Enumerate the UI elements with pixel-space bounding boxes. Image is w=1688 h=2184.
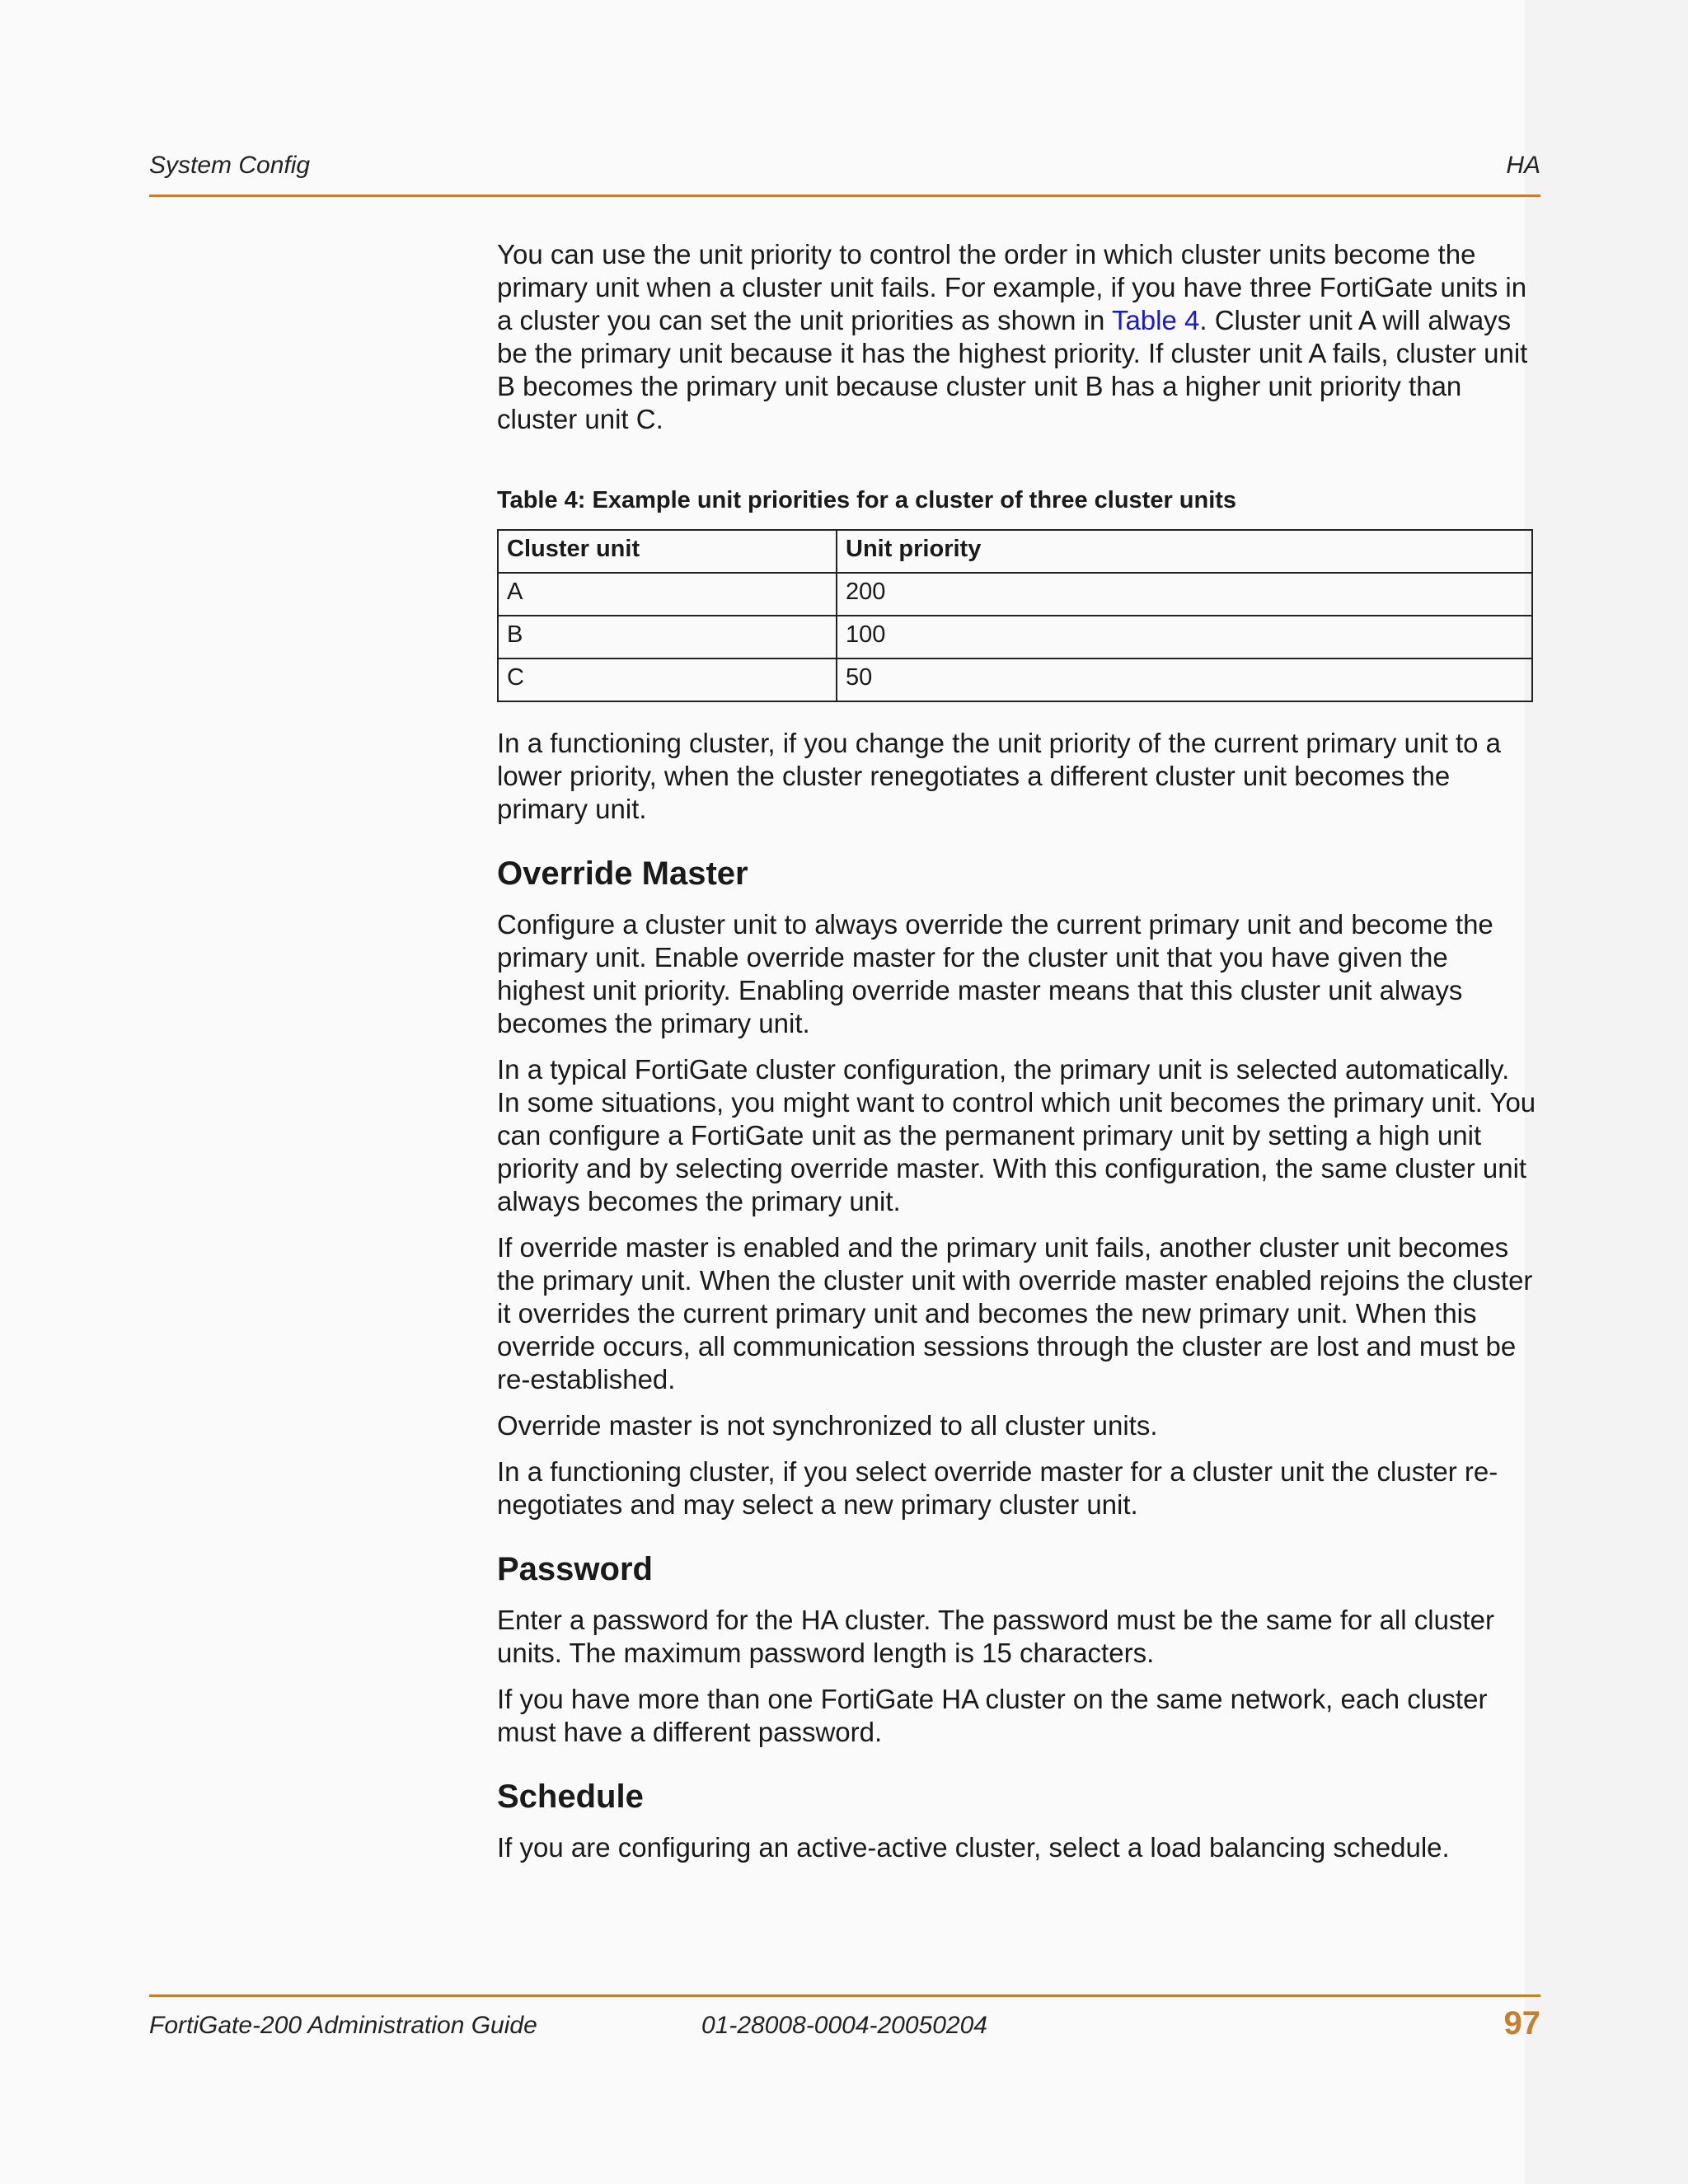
table-cell: C	[498, 658, 837, 701]
table-row	[498, 573, 1532, 616]
header-chapter-title: HA	[1506, 152, 1540, 179]
page-header	[149, 150, 1540, 197]
table-4-link[interactable]: Table 4	[1111, 305, 1200, 335]
override-paragraph: In a functioning cluster, if you select override master for a cluster unit the cluster re-negotiates and may select a new primary cluster unit.	[497, 1456, 1498, 1520]
header-section-title: System Config	[149, 152, 311, 179]
table-cell: 100	[837, 616, 1532, 658]
override-paragraph: In a typical FortiGate cluster configuration, the primary unit is selected automatically. In some situations, you might want to control which unit becomes the primary unit. You can configure a FortiGate unit as the permanent primary unit by setting a high unit priority and by selecting override master. With this configuration, the same cluster unit always becomes the primary unit.	[497, 1054, 1536, 1216]
override-paragraph: Override master is not synchronized to all cluster units.	[497, 1410, 1158, 1441]
override-master-heading: Override Master	[497, 855, 748, 892]
footer-document-number: 01-28008-0004-20050204	[701, 2012, 987, 2039]
password-paragraph: If you have more than one FortiGate HA cluster on the same network, each cluster must have a different password.	[497, 1684, 1488, 1747]
table-cell: A	[498, 573, 837, 616]
after-table-paragraph: In a functioning cluster, if you change the unit priority of the current primary unit to a lower priority, when the cluster renegotiates a different cluster unit becomes the primary unit.	[497, 728, 1501, 824]
intro-text-1: You can use the unit priority to control the order in which cluster units become the primary unit when a cluster unit fails. For example, if you have three FortiGate units in a cluster you can set the unit priorities as shown in	[497, 239, 1527, 335]
page-footer	[149, 1994, 1540, 2046]
intro-text-2: . Cluster unit A will always be the primary unit because it has the highest priority. If cluster unit A fails, cluster unit B becomes the primary unit because cluster unit B has a higher unit priority than cluster unit C.	[497, 305, 1528, 434]
unit-priority-table	[497, 529, 1533, 702]
password-paragraph: Enter a password for the HA cluster. The password must be the same for all cluster units. The maximum password length is 15 characters.	[497, 1605, 1494, 1668]
password-heading: Password	[497, 1551, 653, 1587]
page-number: 97	[1503, 2005, 1540, 2041]
schedule-heading: Schedule	[497, 1779, 644, 1815]
main-content	[497, 238, 1537, 1877]
override-paragraph: If override master is enabled and the primary unit fails, another cluster unit becomes the primary unit. When the cluster unit with override master enabled rejoins the cluster it overrides the current primary unit and becomes the new primary unit. When this override occurs, all communication sessions through the cluster are lost and must be re-established.	[497, 1232, 1533, 1394]
table-row	[498, 616, 1532, 658]
table-row	[498, 658, 1532, 701]
intro-paragraph	[497, 238, 1537, 436]
table-cell: 200	[837, 573, 1532, 616]
override-paragraph: Configure a cluster unit to always override the current primary unit and become the primary unit. Enable override master for the cluster unit that you have given the highest unit priority. Enabling override master means that this cluster unit always becomes the primary unit.	[497, 909, 1493, 1038]
column-header: Unit priority	[837, 530, 1532, 573]
footer-guide-title: FortiGate-200 Administration Guide	[149, 2012, 537, 2039]
schedule-paragraph: If you are configuring an active-active cluster, select a load balancing schedule.	[497, 1832, 1450, 1863]
table-caption: Table 4: Example unit priorities for a cluster of three cluster units	[497, 487, 1237, 513]
column-header: Cluster unit	[498, 530, 837, 573]
table-header-row	[498, 530, 1532, 573]
table-cell: B	[498, 616, 837, 658]
table-cell: 50	[837, 658, 1532, 701]
